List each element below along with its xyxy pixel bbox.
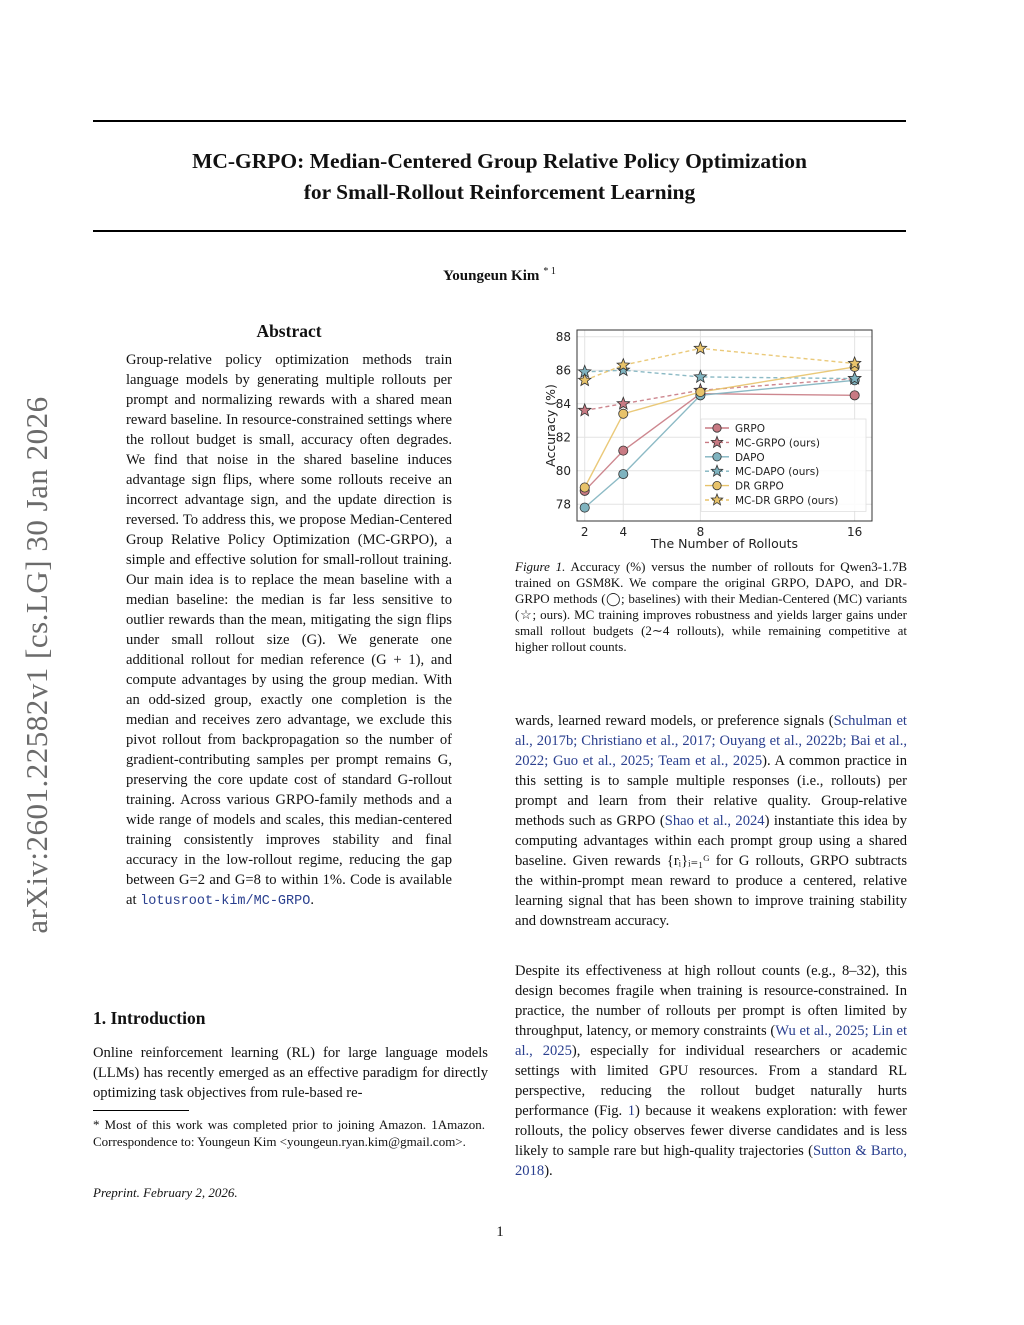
data-point xyxy=(619,409,628,418)
code-repository-link[interactable]: lotusroot-kim/MC-GRPO xyxy=(140,894,311,909)
title-line-2: for Small-Rollout Reinforcement Learning xyxy=(303,180,696,204)
legend-label: GRPO xyxy=(735,423,766,435)
citation-link[interactable]: Schulman et al., 2017b; Christiano et al., 2017; Ouyang et al., 2022b; Bai et al., 2022; Guo et al., 2025; Team et al., 2025 xyxy=(515,713,907,769)
y-tick-label: 82 xyxy=(555,430,571,445)
right-column-paragraph-1 xyxy=(515,711,907,931)
footnote: * Most of this work was completed prior to joining Amazon. 1Amazon. Correspondence to: Youngeun Kim <youngeun.ryan.kim@gmail.com>. xyxy=(93,1117,485,1149)
legend-marker xyxy=(713,481,721,489)
figure-1-caption xyxy=(515,559,907,655)
data-point xyxy=(580,483,589,492)
x-tick-label: 2 xyxy=(580,525,589,539)
legend-label: MC-DAPO (ours) xyxy=(735,466,820,479)
title-bottom-rule xyxy=(93,230,906,232)
arxiv-identifier: arXiv:2601.22582v1 [cs.LG] 30 Jan 2026 xyxy=(19,396,54,934)
y-tick-label: 88 xyxy=(555,330,571,345)
abstract-heading: Abstract xyxy=(256,321,322,341)
author-name: Youngeun Kim xyxy=(443,268,540,284)
preprint-date: Preprint. February 2, 2026. xyxy=(93,1185,238,1200)
introduction-heading: 1. Introduction xyxy=(93,1008,206,1028)
paragraph-text: ). xyxy=(544,1163,553,1179)
paragraph-text: ), especially for individual researchers or academic settings with limited GPU resources. From a standard RL perspective, reducing the rollout budget naturally hurts performance (Fig. xyxy=(515,1043,908,1119)
data-point xyxy=(619,446,628,455)
x-tick-label: 4 xyxy=(619,525,628,539)
y-tick-label: 86 xyxy=(555,363,571,378)
author-affiliation-marks: * 1 xyxy=(543,266,556,277)
paragraph-text: Despite its effectiveness at high rollout counts (e.g., 8–32), this design becomes fragile when training is resource-constrained. In practice, the number of rollouts per prompt is often limited by throughput, latency, or memory constraints ( xyxy=(515,963,907,1039)
page-number: 1 xyxy=(496,1224,504,1240)
legend-label: DR GRPO xyxy=(735,480,784,493)
legend-label: MC-DR GRPO (ours) xyxy=(735,495,839,507)
abstract-body xyxy=(126,350,452,912)
legend-marker xyxy=(713,453,721,461)
x-axis-label: The Number of Rollouts xyxy=(650,536,799,551)
abstract-end: . xyxy=(310,892,314,908)
legend-label: MC-GRPO (ours) xyxy=(735,437,820,450)
arxiv-side-label xyxy=(12,375,62,955)
right-column-paragraph-2 xyxy=(515,961,907,1181)
citation-link[interactable]: Sutton & Barto, 2018 xyxy=(515,1143,907,1179)
x-tick-label: 8 xyxy=(696,525,705,539)
y-tick-label: 78 xyxy=(555,497,571,512)
y-tick-label: 84 xyxy=(555,397,571,412)
data-point xyxy=(850,391,859,400)
legend-marker xyxy=(713,424,721,432)
data-point xyxy=(580,503,589,512)
paragraph-text: ) because it weakens exploration: with fewer rollouts, the policy observes fewer diverse candidates and is less likely to sample rare but high-quality trajectories ( xyxy=(515,1103,907,1159)
citation-link[interactable]: Shao et al., 2024 xyxy=(664,813,765,829)
figure-caption-text: Accuracy (%) versus the number of rollouts for Qwen3-1.7B trained on GSM8K. We compare the original GRPO, DAPO, and DR-GRPO methods (◯; baselines) with their Median-Centered (MC) variants (☆; ours). MC training improves robustness and yields larger gains under small rollout budgets (2∼4 rollouts), while remaining competitive at higher rollout counts. xyxy=(515,559,907,654)
y-axis-label: Accuracy (%) xyxy=(543,384,558,467)
y-tick-label: 80 xyxy=(555,464,571,479)
data-point xyxy=(696,387,705,396)
title-line-1: MC-GRPO: Median-Centered Group Relative Policy Optimization xyxy=(192,149,807,173)
introduction-paragraph: Online reinforcement learning (RL) for large language models (LLMs) has recently emerged as an effective paradigm for directly optimizing task objectives from rule-based re- xyxy=(93,1045,488,1101)
x-tick-label: 16 xyxy=(847,525,863,539)
paper-title xyxy=(93,146,906,208)
paragraph-text: ) instantiate this idea by computing advantages within each prompt group using a shared baseline. Given rewards {rᵢ}ᵢ₌₁ᴳ for G rollouts, GRPO subtracts the within-prompt mean reward to produce a centered, relative learning signal that has been shown to improve training stability and downstream accuracy. xyxy=(515,813,907,929)
author-line xyxy=(93,266,906,285)
paragraph-text: ). A common practice in this setting is to sample multiple responses (i.e., rollouts) per prompt and learn from their relative quality. Group-relative methods such as GRPO ( xyxy=(515,753,907,829)
abstract-text: Group-relative policy optimization methods train language models by generating multiple rollouts per prompt and normalizing rewards with a shared mean reward baseline. In resource-constrained settings where the rollout budget is small, accuracy often degrades. We find that noise in the shared baseline induces advantage sign flips, where some rollouts receive an incorrect advantage sign, and the update direction is reversed. To address this, we propose Median-Centered Group Relative Policy Optimization (MC-GRPO), a simple and effective solution for small-rollout training. Our main idea is to replace the mean baseline with a median baseline: the median is far less sensitive to outlier rewards than the mean, mitigating the sign flips under small rollout size (G). We generate one additional rollout for median reference (G + 1), and compute advantages by using the group median. With an odd-sized group, exactly one completion is the median and receives zero advantage, we exclude this pivot rollout from backpropagation so the number of gradient-contributing samples per prompt remains G, preserving the core update cost of standard G-rollout training. Across various GRPO-family methods and a wide range of models and scales, this median-centered training consistently improves stability and final accuracy in the low-rollout regime, reducing the gap between G=2 and G=8 to within 1%. Code is available at xyxy=(126,352,452,908)
legend-label: DAPO xyxy=(735,451,765,464)
title-top-rule xyxy=(93,120,906,122)
footnote-rule xyxy=(93,1110,189,1111)
figure-label: Figure 1. xyxy=(515,559,566,574)
citation-link[interactable]: 1 xyxy=(627,1103,635,1119)
paragraph-text: wards, learned reward models, or preference signals ( xyxy=(515,713,834,729)
figure-1-chart xyxy=(515,320,905,560)
data-point xyxy=(619,469,628,478)
citation-link[interactable]: Wu et al., 2025; Lin et al., 2025 xyxy=(515,1023,907,1059)
